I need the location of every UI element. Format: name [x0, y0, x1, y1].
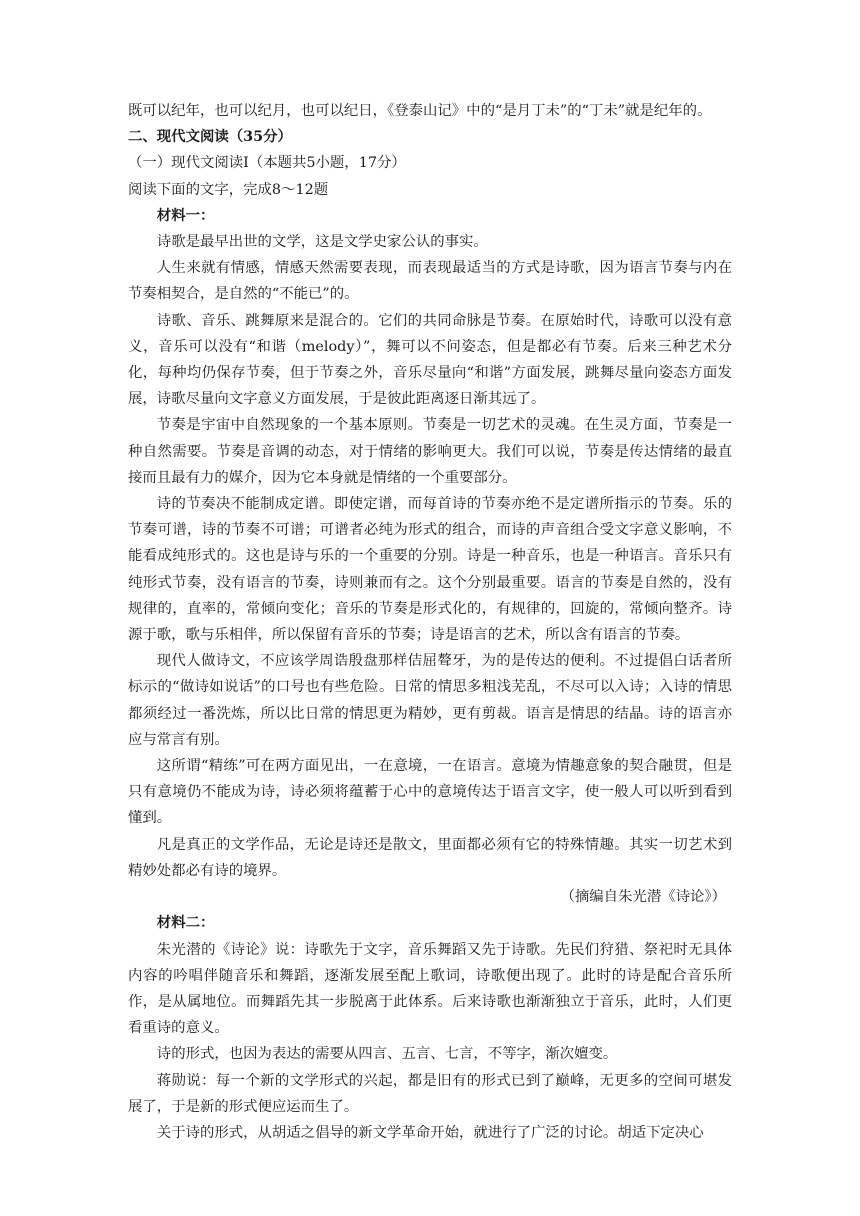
material2-paragraph: 蒋勋说：每一个新的文学形式的兴起，都是旧有的形式已到了巅峰，无更多的空间可堪发展了，于是新的形式便应运而生了。 — [128, 1072, 732, 1115]
material1-paragraph: 人生来就有情感，情感天然需要表现，而表现最适当的方式是诗歌，因为语言节奏与内在节奏相契合，是自然的“不能已”的。 — [128, 260, 732, 303]
document-page — [128, 98, 732, 1146]
material1-paragraph: 这所谓“精练”可在两方面见出，一在意境，一在语言。意境为情趣意象的契合融贯，但是只有意境仍不能成为诗，诗必须将蕴蓄于心中的意境传达于语言文字，使一般人可以听到看到懂到。 — [128, 758, 732, 827]
material1-source: （摘编自朱光潜《诗论》） — [560, 889, 726, 906]
material1-paragraph: 诗歌是最早出世的文学，这是文学史家公认的事实。 — [156, 234, 488, 251]
material2-paragraph: 朱光潜的《诗论》说：诗歌先于文字，音乐舞蹈又先于诗歌。先民们狩猎、祭祀时无具体内容的吟唱伴随音乐和舞蹈，逐渐发展至配上歌词，诗歌便出现了。此时的诗是配合音乐所作，是从属地位。而舞蹈先其一步脱离于此体系。后来诗歌也渐渐独立于音乐，此时，人们更看重诗的意义。 — [128, 941, 732, 1037]
material1-heading: 材料一： — [156, 206, 215, 224]
material2-paragraph: 诗的形式，也因为表达的需要从四言、五言、七言，不等字，渐次嬗变。 — [156, 1046, 618, 1063]
subsection-title: （一）现代文阅读Ⅰ（本题共5小题，17分） — [128, 155, 406, 172]
material1-paragraph: 凡是真正的文学作品，无论是诗还是散文，里面都必须有它的特殊情趣。其实一切艺术到精妙处都必有诗的境界。 — [128, 836, 732, 879]
material1-paragraph: 诗歌、音乐、跳舞原来是混合的。它们的共同命脉是节奏。在原始时代，诗歌可以没有意义，音乐可以没有“和谐（melody）”，舞可以不问姿态，但是都必有节奏。后来三种艺术分化，每种均仍保存节奏，但于节奏之外，音乐尽量向“和谐”方面发展，跳舞尽量向姿态方面发展，诗歌尽量向文字意义方面发展，于是彼此距离逐日渐其远了。 — [128, 312, 732, 408]
material1-paragraph: 现代人做诗文，不应该学周诰殷盘那样佶屈聱牙，为的是传达的便利。不过提倡白话者所标示的“做诗如说话”的口号也有些危险。日常的情思多粗浅芜乱，不尽可以入诗；入诗的情思都须经过一番洗炼，所以比日常的情思更为精妙，更有剪裁。语言是情思的结晶。诗的语言亦应与常言有别。 — [128, 653, 732, 748]
continuation-text: 既可以纪年，也可以纪月，也可以纪日，《登泰山记》中的“是月丁未”的“丁未”就是纪年的。 — [128, 103, 712, 119]
section-title: 二、现代文阅读（35分） — [128, 128, 292, 146]
material1-paragraph: 节奏是宇宙中自然现象的一个基本原则。节奏是一切艺术的灵魂。在生灵方面，节奏是一种自然需要。节奏是音调的动态，对于情绪的影响更大。我们可以说，节奏是传达情绪的最直接而且最有力的媒介，因为它本身就是情绪的一个重要部分。 — [128, 417, 732, 486]
material1-paragraph: 诗的节奏决不能制成定谱。即使定谱，而每首诗的节奏亦绝不是定谱所指示的节奏。乐的节奏可谱，诗的节奏不可谱；可谱者必纯为形式的组合，而诗的声音组合受文字意义影响，不能看成纯形式的。这也是诗与乐的一个重要的分别。诗是一种音乐，也是一种语言。音乐只有纯形式节奏，没有语言的节奏，诗则兼而有之。这个分别最重要。语言的节奏是自然的，没有规律的，直率的，常倾向变化；音乐的节奏是形式化的，有规律的，回旋的，常倾向整齐。诗源于歌，歌与乐相伴，所以保留有音乐的节奏；诗是语言的艺术，所以含有语言的节奏。 — [128, 496, 732, 644]
instruction-text: 阅读下面的文字，完成8～12题 — [128, 181, 329, 198]
material2-heading: 材料二： — [156, 914, 215, 932]
material2-paragraph: 关于诗的形式，从胡适之倡导的新文学革命开始，就进行了广泛的讨论。胡适下定决心 — [156, 1124, 704, 1141]
